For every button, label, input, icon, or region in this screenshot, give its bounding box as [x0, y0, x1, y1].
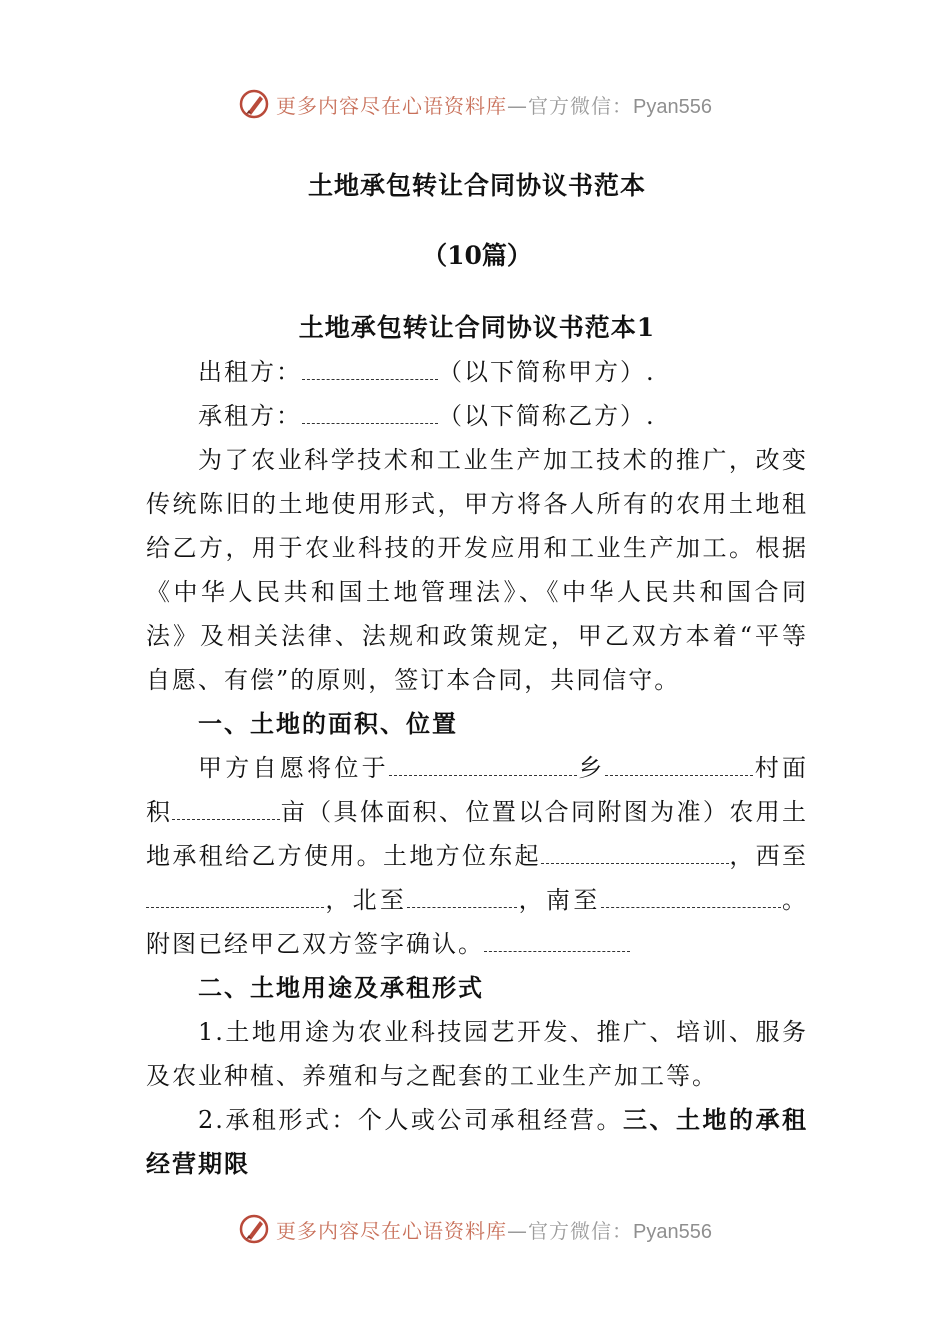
pen-nib-icon [238, 1213, 270, 1245]
lessee-suffix: （以下简称乙方）. [438, 402, 656, 430]
banner-wechat: 官方微信： [528, 93, 634, 118]
banner-dash: — [507, 1218, 529, 1243]
banner-wechat: 官方微信： [528, 1218, 634, 1243]
township-blank [389, 757, 577, 776]
lessor-blank [302, 361, 438, 380]
pen-nib-icon [238, 88, 270, 120]
section-title: 土地承包转让合同协议书范本1 [298, 313, 656, 342]
header-banner [0, 82, 950, 126]
document-title: 土地承包转让合同协议书范本 [307, 171, 646, 200]
east-blank [541, 845, 729, 864]
sec1-text-3: 村面积 [146, 754, 809, 826]
sec1-text-8: 。附图已经甲乙双方签字确认。 [146, 886, 809, 958]
document-subtitle: （10篇） [422, 241, 532, 270]
lessee-line [146, 394, 808, 438]
south-blank [601, 889, 781, 908]
section-3-heading: 三、土地的承租经营期限 [146, 1106, 808, 1178]
item-2-text: 2.承租形式：个人或公司承租经营。 [198, 1106, 623, 1134]
section-2-item-2 [146, 1098, 808, 1186]
confirm-blank [484, 933, 630, 952]
banner-brand: 更多内容尽在心语资料库 [276, 93, 508, 118]
lessor-line [146, 350, 808, 394]
banner-id: Pyan556 [633, 1220, 712, 1243]
sec1-text-6: ，北至 [324, 886, 408, 914]
lessee-blank [302, 405, 438, 424]
section-2-heading: 二、土地用途及承租形式 [198, 974, 484, 1002]
banner-text [276, 1215, 712, 1244]
lessor-label: 出租方： [198, 358, 302, 386]
document-body [146, 164, 808, 1186]
area-blank [172, 801, 280, 820]
section-2-item-1: 1.土地用途为农业科技园艺开发、推广、培训、服务及农业种植、养殖和与之配套的工业生产加工等。 [146, 1018, 808, 1090]
section-1-heading: 一、土地的面积、位置 [198, 710, 458, 738]
banner-text [276, 90, 712, 119]
intro-paragraph: 为了农业科学技术和工业生产加工技术的推广，改变传统陈旧的土地使用形式，甲方将各人所有的农用土地租给乙方，用于农业科技的开发应用和工业生产加工。根据《中华人民共和国土地管理法》、《中华人民共和国合同法》及相关法律、法规和政策规定，甲乙双方本着“平等自愿、有偿”的原则，签订本合同，共同信守。 [146, 446, 808, 694]
banner-dash: — [507, 93, 529, 118]
banner-id: Pyan556 [633, 95, 712, 118]
sec1-text-5: ，西至 [729, 842, 808, 870]
lessee-label: 承租方： [198, 402, 302, 430]
footer-banner [0, 1207, 950, 1251]
sec1-text-4: 亩（具体面积、位置以合同附图为准）农用土地承租给乙方使用。土地方位东起 [146, 798, 809, 870]
sec1-text-1: 甲方自愿将位于 [198, 754, 389, 782]
sec1-text-7: ，南至 [517, 886, 601, 914]
north-blank [407, 889, 517, 908]
sec1-text-2: 乡 [576, 754, 606, 782]
village-blank [605, 757, 753, 776]
section-1-paragraph [146, 746, 808, 966]
lessor-suffix: （以下简称甲方）. [438, 358, 656, 386]
banner-brand: 更多内容尽在心语资料库 [276, 1218, 508, 1243]
west-blank [146, 889, 324, 908]
